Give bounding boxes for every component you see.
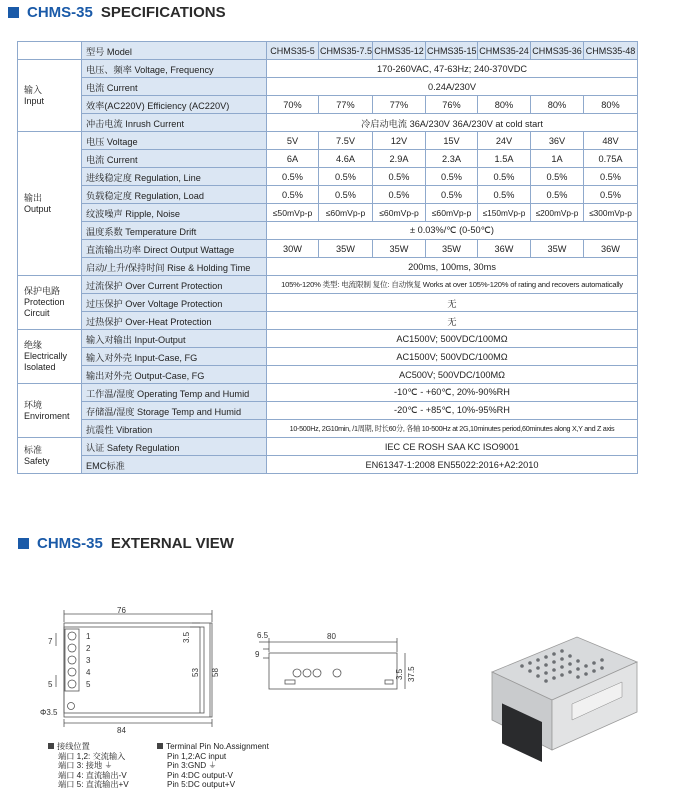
row-label: 工作温/湿度 Operating Temp and Humid bbox=[82, 384, 267, 402]
category-input: 输入 Input bbox=[18, 60, 82, 132]
cell: 80% bbox=[478, 96, 531, 114]
cell: ≤200mVp-p bbox=[531, 204, 584, 222]
cell: 0.5% bbox=[531, 186, 584, 204]
model-label: 型号 Model bbox=[82, 42, 267, 60]
cell: 12V bbox=[373, 132, 426, 150]
table-row bbox=[18, 384, 638, 402]
table-row bbox=[18, 42, 638, 60]
pin-label: 4 bbox=[86, 668, 91, 677]
row-value: IEC CE ROSH SAA KC ISO9001 bbox=[267, 438, 638, 456]
cell: 35W bbox=[373, 240, 426, 258]
row-label: 效率(AC220V) Efficiency (AC220V) bbox=[82, 96, 267, 114]
row-label: 进线稳定度 Regulation, Line bbox=[82, 168, 267, 186]
note-item: 端口 1,2: 交流输入 bbox=[58, 751, 126, 761]
cell: 0.5% bbox=[426, 186, 478, 204]
cell: 0.5% bbox=[319, 186, 373, 204]
bullet-icon bbox=[48, 743, 54, 749]
section-square-icon bbox=[18, 538, 29, 549]
cell: 35W bbox=[319, 240, 373, 258]
pin-label: 2 bbox=[86, 644, 91, 653]
spec-title-model: CHMS-35 bbox=[27, 4, 93, 21]
row-label: EMC标准 bbox=[82, 456, 267, 474]
note-item: Pin 3:GND ⏚ bbox=[167, 761, 217, 771]
model-cell: CHMS35-5 bbox=[267, 42, 319, 60]
row-value: AC500V; 500VDC/100MΩ bbox=[267, 366, 638, 384]
dim-side-h2: 3.5 bbox=[395, 668, 404, 680]
row-value: 200ms, 100ms, 30ms bbox=[267, 258, 638, 276]
cell: 0.5% bbox=[267, 186, 319, 204]
row-value: 冷启动电流 36A/230V 36A/230V at cold start bbox=[267, 114, 638, 132]
cell: ≤50mVp-p bbox=[267, 204, 319, 222]
dim-hole: Φ3.5 bbox=[40, 708, 58, 717]
category-protection: 保护电路 Protection Circuit bbox=[18, 276, 82, 330]
cell: 1A bbox=[531, 150, 584, 168]
pin-assignment-cn: 接线位置 端口 1,2: 交流输入 端口 3: 接地 ⏚ 端口 4: 直流输出-V 端口 5: 直流输出+V bbox=[48, 742, 129, 790]
note-item: 端口 5: 直流输出+V bbox=[58, 780, 129, 790]
dim-pin-pitch: 7 bbox=[48, 637, 53, 646]
table-row bbox=[18, 60, 638, 78]
table-row bbox=[18, 420, 638, 438]
row-label: 电流 Current bbox=[82, 150, 267, 168]
row-label: 电流 Current bbox=[82, 78, 267, 96]
cell: 7.5V bbox=[319, 132, 373, 150]
note-item: Pin 4:DC output-V bbox=[167, 770, 233, 780]
cell: 0.5% bbox=[319, 168, 373, 186]
cell: 24V bbox=[478, 132, 531, 150]
table-row bbox=[18, 96, 638, 114]
table-row bbox=[18, 276, 638, 294]
dim-bottom-offset: 5 bbox=[48, 680, 53, 689]
row-value: 105%-120% 类型: 电流限制 复位: 自动恢复 Works at over 105%-120% of rating and recovers automatically bbox=[267, 276, 638, 294]
table-row bbox=[18, 204, 638, 222]
dim-top-offset: 3.5 bbox=[182, 631, 191, 643]
cell: 0.5% bbox=[584, 186, 638, 204]
table-row bbox=[18, 294, 638, 312]
cell: 0.5% bbox=[478, 186, 531, 204]
cell: 2.9A bbox=[373, 150, 426, 168]
model-cell: CHMS35-36 bbox=[531, 42, 584, 60]
cell: 35W bbox=[531, 240, 584, 258]
cell: 0.5% bbox=[373, 168, 426, 186]
dim-inner-width: 84 bbox=[117, 726, 126, 735]
row-label: 认证 Safety Regulation bbox=[82, 438, 267, 456]
pin-label: 3 bbox=[86, 656, 91, 665]
row-label: 输入对输出 Input-Output bbox=[82, 330, 267, 348]
table-row bbox=[18, 222, 638, 240]
cell: ≤60mVp-p bbox=[426, 204, 478, 222]
cell: 76% bbox=[426, 96, 478, 114]
row-value: 170-260VAC, 47-63Hz; 240-370VDC bbox=[267, 60, 638, 78]
row-value: EN61347-1:2008 EN55022:2016+A2:2010 bbox=[267, 456, 638, 474]
table-row bbox=[18, 168, 638, 186]
cell: ≤60mVp-p bbox=[319, 204, 373, 222]
table-row bbox=[18, 114, 638, 132]
row-label: 过压保护 Over Voltage Protection bbox=[82, 294, 267, 312]
cell: 36W bbox=[478, 240, 531, 258]
dim-height-a: 53 bbox=[191, 668, 200, 677]
cell: ≤60mVp-p bbox=[373, 204, 426, 222]
table-row bbox=[18, 186, 638, 204]
row-value: AC1500V; 500VDC/100MΩ bbox=[267, 348, 638, 366]
note-item: 端口 4: 直流输出-V bbox=[58, 770, 127, 780]
row-value: 无 bbox=[267, 312, 638, 330]
note-item: 端口 3: 接地 ⏚ bbox=[58, 761, 113, 771]
model-cell: CHMS35-24 bbox=[478, 42, 531, 60]
row-label: 电压、频率 Voltage, Frequency bbox=[82, 60, 267, 78]
table-row bbox=[18, 366, 638, 384]
cell: 30W bbox=[267, 240, 319, 258]
dim-side-left: 6.5 bbox=[257, 631, 269, 640]
dim-width: 76 bbox=[117, 606, 126, 615]
row-label: 温度系数 Temperature Drift bbox=[82, 222, 267, 240]
cell: 80% bbox=[531, 96, 584, 114]
cell: 36V bbox=[531, 132, 584, 150]
cell: 0.75A bbox=[584, 150, 638, 168]
table-row bbox=[18, 456, 638, 474]
row-value: AC1500V; 500VDC/100MΩ bbox=[267, 330, 638, 348]
row-label: 纹波噪声 Ripple, Noise bbox=[82, 204, 267, 222]
cell: 77% bbox=[373, 96, 426, 114]
side-view-drawing bbox=[255, 630, 415, 710]
product-photo bbox=[482, 632, 642, 757]
table-row bbox=[18, 240, 638, 258]
table-row bbox=[18, 132, 638, 150]
cell: 4.6A bbox=[319, 150, 373, 168]
category-output: 输出 Output bbox=[18, 132, 82, 276]
category-environment: 环境 Enviroment bbox=[18, 384, 82, 438]
cell: 48V bbox=[584, 132, 638, 150]
row-value: -10℃ - +60℃, 20%-90%RH bbox=[267, 384, 638, 402]
cell: ≤300mVp-p bbox=[584, 204, 638, 222]
table-row bbox=[18, 78, 638, 96]
bullet-icon bbox=[157, 743, 163, 749]
model-cell: CHMS35-48 bbox=[584, 42, 638, 60]
row-label: 输出对外壳 Output-Case, FG bbox=[82, 366, 267, 384]
pin-assignment-en: Terminal Pin No.Assignment Pin 1,2:AC input Pin 3:GND ⏚ Pin 4:DC output-V Pin 5:DC output+V bbox=[157, 742, 269, 790]
model-cell: CHMS35-15 bbox=[426, 42, 478, 60]
ext-title-text: EXTERNAL VIEW bbox=[110, 535, 234, 552]
cell: 6A bbox=[267, 150, 319, 168]
row-label: 负载稳定度 Regulation, Load bbox=[82, 186, 267, 204]
table-row bbox=[18, 348, 638, 366]
cell: 0.5% bbox=[426, 168, 478, 186]
row-label: 过流保护 Over Current Protection bbox=[82, 276, 267, 294]
category-safety: 标准 Safety bbox=[18, 438, 82, 474]
row-value: 无 bbox=[267, 294, 638, 312]
table-row bbox=[18, 438, 638, 456]
table-row bbox=[18, 402, 638, 420]
dim-side-length: 80 bbox=[327, 632, 336, 641]
cell: 0.5% bbox=[478, 168, 531, 186]
row-label: 存储温/湿度 Storage Temp and Humid bbox=[82, 402, 267, 420]
cell: 35W bbox=[426, 240, 478, 258]
cell: 0.5% bbox=[531, 168, 584, 186]
table-row bbox=[18, 312, 638, 330]
dim-side-h: 9 bbox=[255, 650, 260, 659]
row-label: 电压 Voltage bbox=[82, 132, 267, 150]
pin-label: 5 bbox=[86, 680, 91, 689]
row-value: -20℃ - +85℃, 10%-95%RH bbox=[267, 402, 638, 420]
cell: 2.3A bbox=[426, 150, 478, 168]
row-label: 输入对外壳 Input-Case, FG bbox=[82, 348, 267, 366]
model-cell: CHMS35-12 bbox=[373, 42, 426, 60]
row-label: 冲击电流 Inrush Current bbox=[82, 114, 267, 132]
row-value: ± 0.03%/℃ (0-50℃) bbox=[267, 222, 638, 240]
cell: 0.5% bbox=[584, 168, 638, 186]
cell: 77% bbox=[319, 96, 373, 114]
model-cell: CHMS35-7.5 bbox=[319, 42, 373, 60]
row-label: 直流输出功率 Direct Output Wattage bbox=[82, 240, 267, 258]
note-item: Pin 1,2:AC input bbox=[167, 751, 227, 761]
row-value: 0.24A/230V bbox=[267, 78, 638, 96]
cell: 80% bbox=[584, 96, 638, 114]
pin-label: 1 bbox=[86, 632, 91, 641]
ext-section-title bbox=[18, 535, 234, 552]
specifications-table bbox=[17, 41, 638, 474]
table-row bbox=[18, 258, 638, 276]
cell: 0.5% bbox=[373, 186, 426, 204]
front-view-drawing bbox=[40, 605, 230, 740]
table-row bbox=[18, 330, 638, 348]
section-square-icon bbox=[8, 7, 19, 18]
spec-section-title bbox=[8, 4, 226, 21]
dim-side-total: 37.5 bbox=[407, 666, 416, 682]
row-label: 抗震性 Vibration bbox=[82, 420, 267, 438]
cell: 0.5% bbox=[267, 168, 319, 186]
spec-title-text: SPECIFICATIONS bbox=[100, 4, 226, 21]
category-isolation: 绝缘 Electrically Isolated bbox=[18, 330, 82, 384]
cell: 36W bbox=[584, 240, 638, 258]
cell: 1.5A bbox=[478, 150, 531, 168]
cell: 5V bbox=[267, 132, 319, 150]
row-label: 启动/上升/保持时间 Rise & Holding Time bbox=[82, 258, 267, 276]
cell: ≤150mVp-p bbox=[478, 204, 531, 222]
cell: 15V bbox=[426, 132, 478, 150]
note-item: Pin 5:DC output+V bbox=[167, 780, 236, 790]
row-label: 过热保护 Over-Heat Protection bbox=[82, 312, 267, 330]
row-value: 10-500Hz, 2G10min, /1周期, 时长60分, 各轴 10-500Hz at 2G,10minutes period,60minutes along X,Y and Z axis bbox=[267, 420, 638, 438]
cell: 70% bbox=[267, 96, 319, 114]
table-row bbox=[18, 150, 638, 168]
ext-title-model: CHMS-35 bbox=[37, 535, 103, 552]
dim-height-b: 58 bbox=[211, 668, 220, 677]
